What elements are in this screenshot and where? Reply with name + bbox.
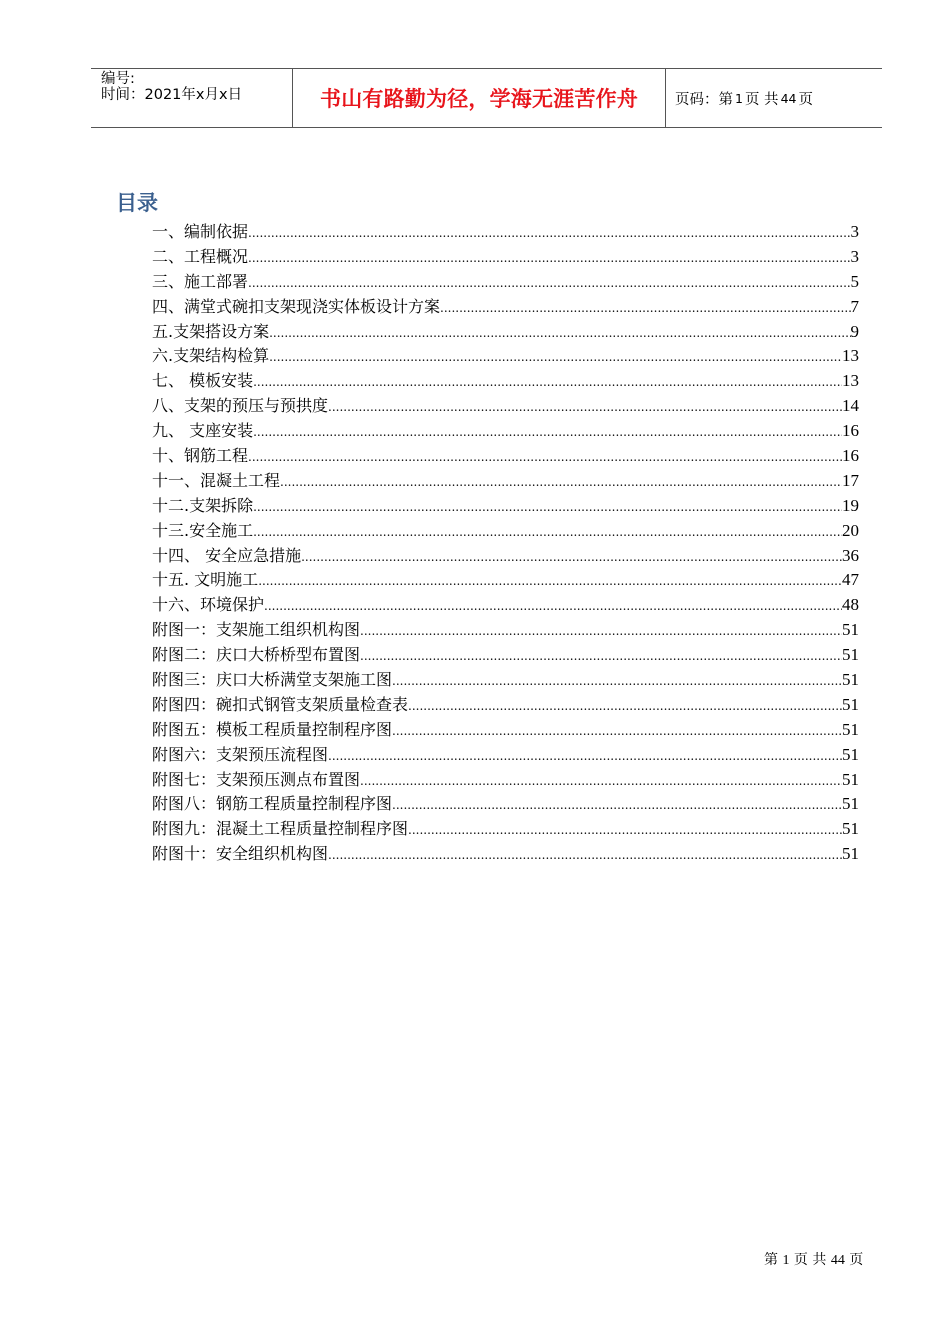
toc-entry[interactable] [152, 792, 859, 817]
toc-entry-page: 7 [850, 296, 859, 316]
toc-entry[interactable] [152, 469, 859, 494]
toc-entry[interactable] [152, 344, 859, 369]
toc-entry-title: 十一、混凝土工程 [152, 470, 281, 490]
toc-entry-page: 51 [842, 819, 859, 839]
toc-entry[interactable] [152, 295, 859, 320]
toc-dot-leader [269, 321, 850, 346]
toc-entry[interactable] [152, 369, 859, 394]
toc-entry-title: 二、工程概况 [152, 246, 249, 266]
toc-dot-leader [360, 619, 842, 644]
toc-entry[interactable] [152, 320, 859, 345]
toc-entry-page: 36 [842, 545, 859, 565]
toc-dot-leader [408, 818, 842, 843]
toc-entry[interactable] [152, 270, 859, 295]
toc-dot-leader [253, 495, 842, 520]
toc-entry-page: 9 [850, 321, 859, 341]
toc-list [152, 220, 859, 867]
toc-entry-title: 六.支架结构检算 [152, 346, 270, 366]
toc-dot-leader [328, 395, 842, 420]
toc-dot-leader [253, 520, 842, 545]
toc-entry-page: 51 [842, 744, 859, 764]
toc-entry[interactable] [152, 220, 859, 245]
toc-entry-page: 16 [842, 421, 859, 441]
toc-entry-page: 51 [842, 670, 859, 690]
toc-entry-title: 附图五：模板工程质量控制程序图 [152, 719, 393, 739]
toc-dot-leader [328, 843, 842, 868]
toc-entry-title: 三、施工部署 [152, 271, 249, 291]
toc-entry-page: 19 [842, 495, 859, 515]
page-footer [764, 1249, 863, 1269]
toc-dot-leader [253, 370, 842, 395]
footer-prefix: 第 [764, 1252, 778, 1268]
page-mid: 页 共 [744, 91, 779, 108]
toc-dot-leader [392, 669, 842, 694]
toc-entry-page: 51 [842, 645, 859, 665]
toc-entry[interactable] [152, 419, 859, 444]
toc-dot-leader [328, 744, 842, 769]
toc-entry-title: 十四、 安全应急措施 [152, 545, 302, 565]
toc-entry[interactable] [152, 519, 859, 544]
toc-entry-page: 14 [842, 396, 859, 416]
toc-entry-page: 51 [842, 769, 859, 789]
toc-entry[interactable] [152, 593, 859, 618]
toc-entry[interactable] [152, 394, 859, 419]
toc-entry[interactable] [152, 718, 859, 743]
toc-dot-leader [392, 719, 842, 744]
toc-dot-leader [408, 694, 842, 719]
time-label: 时间：2021年x月x日 [101, 87, 243, 103]
toc-entry-title: 附图六：支架预压流程图 [152, 744, 329, 764]
toc-dot-leader [248, 221, 850, 246]
toc-entry-page: 47 [842, 570, 859, 590]
toc-entry-page: 3 [850, 246, 859, 266]
toc-entry-page: 51 [842, 694, 859, 714]
toc-title: 目录 [116, 191, 158, 215]
toc-dot-leader [280, 470, 842, 495]
toc-entry[interactable] [152, 245, 859, 270]
toc-entry-title: 附图二：庆口大桥桥型布置图 [152, 645, 361, 665]
header-motto-cell [293, 69, 666, 127]
toc-entry-title: 十五. 文明施工 [152, 570, 259, 590]
page-prefix: 页码：第 [675, 91, 733, 108]
header-meta [91, 69, 293, 127]
toc-entry-page: 13 [842, 371, 859, 391]
toc-entry-page: 3 [850, 222, 859, 241]
toc-entry-title: 十六、环境保护 [152, 595, 265, 615]
toc-entry-title: 附图七：支架预压测点布置图 [152, 769, 361, 789]
toc-entry[interactable] [152, 643, 859, 668]
page-total: 44 [780, 90, 797, 106]
toc-entry-page: 51 [842, 719, 859, 739]
toc-entry-page: 16 [842, 446, 859, 466]
toc-entry[interactable] [152, 494, 859, 519]
toc-dot-leader [248, 271, 850, 296]
toc-dot-leader [360, 769, 842, 794]
toc-entry-page: 51 [842, 620, 859, 640]
toc-entry-page: 17 [842, 470, 859, 490]
toc-dot-leader [248, 246, 850, 271]
toc-entry-title: 附图三：庆口大桥满堂支架施工图 [152, 670, 393, 690]
toc-entry-page: 13 [842, 346, 859, 366]
toc-entry-title: 八、支架的预压与预拱度 [152, 396, 329, 416]
toc-entry-title: 附图一：支架施工组织机构图 [152, 620, 361, 640]
toc-entry-title: 七、 模板安装 [152, 371, 254, 391]
toc-entry-title: 附图四：碗扣式钢管支架质量检查表 [152, 694, 409, 714]
toc-entry-title: 附图十：安全组织机构图 [152, 844, 329, 864]
toc-entry[interactable] [152, 668, 859, 693]
toc-entry-title: 九、 支座安装 [152, 421, 254, 441]
page-current: 1 [735, 90, 743, 106]
footer-suffix: 页 [849, 1252, 864, 1268]
footer-total: 44 [830, 1253, 845, 1268]
toc-entry[interactable] [152, 444, 859, 469]
toc-dot-leader [269, 345, 842, 370]
toc-entry-title: 附图九：混凝土工程质量控制程序图 [152, 819, 409, 839]
footer-current: 1 [782, 1253, 790, 1268]
toc-entry[interactable] [152, 842, 859, 867]
toc-entry-page: 20 [842, 520, 859, 540]
toc-entry[interactable] [152, 568, 859, 593]
toc-dot-leader [301, 545, 842, 570]
toc-entry[interactable] [152, 693, 859, 718]
toc-entry-title: 十、钢筋工程 [152, 446, 249, 466]
page-header [91, 68, 882, 128]
toc-entry[interactable] [152, 743, 859, 768]
toc-entry-page: 48 [842, 595, 859, 615]
toc-entry-title: 五.支架搭设方案 [152, 321, 270, 341]
toc-entry-page: 51 [842, 844, 859, 864]
toc-entry-title: 十三.安全施工 [152, 520, 254, 540]
toc-dot-leader [264, 594, 842, 619]
code-label: 编号: [101, 71, 135, 87]
toc-entry-title: 四、满堂式碗扣支架现浇实体板设计方案 [152, 296, 441, 316]
footer-mid: 页 共 [793, 1252, 827, 1268]
toc-entry[interactable] [152, 768, 859, 793]
toc-entry-title: 十二.支架拆除 [152, 495, 254, 515]
toc-dot-leader [392, 793, 842, 818]
toc-dot-leader [258, 569, 842, 594]
header-motto: 书山有路勤为径，学海无涯苦作舟 [320, 87, 638, 111]
page-suffix: 页 [798, 91, 813, 108]
toc-dot-leader [360, 644, 842, 669]
toc-dot-leader [253, 420, 842, 445]
toc-entry-title: 附图八：钢筋工程质量控制程序图 [152, 794, 393, 814]
toc-entry-page: 51 [842, 794, 859, 814]
toc-entry[interactable] [152, 618, 859, 643]
toc-entry-page: 5 [850, 271, 859, 291]
toc-entry-title: 一、编制依据 [152, 222, 249, 241]
toc-dot-leader [440, 296, 850, 321]
toc-dot-leader [248, 445, 842, 470]
header-page-number [666, 69, 882, 127]
toc-entry[interactable] [152, 817, 859, 842]
toc-entry[interactable] [152, 544, 859, 569]
